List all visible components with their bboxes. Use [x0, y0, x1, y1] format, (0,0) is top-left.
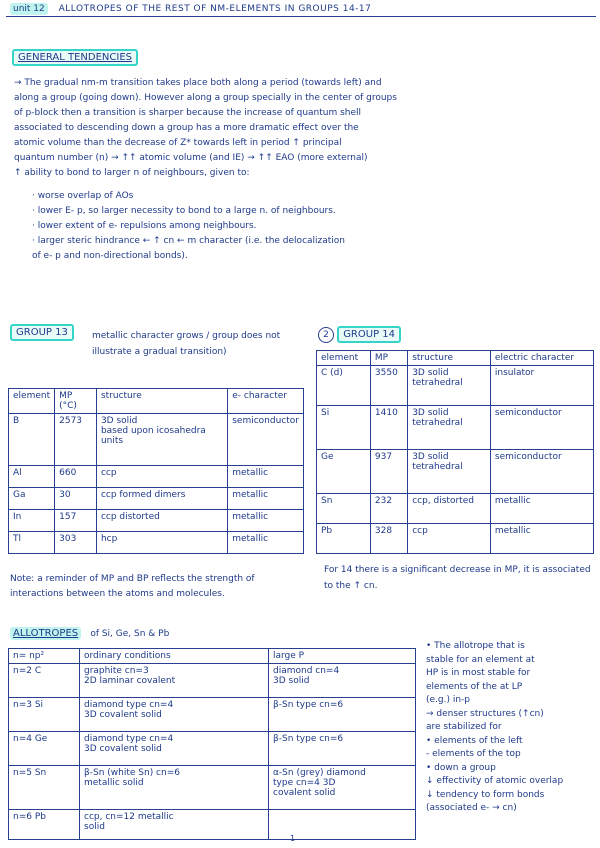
text-line: quantum number (n) → ↑↑ atomic volume (and IE) → ↑↑ EAO (more external) — [14, 153, 368, 163]
text-line: along a group (going down). However along a group specially in the center of groups — [14, 93, 397, 103]
table-row: Sn 232 ccp, distorted metallic — [317, 494, 594, 524]
page-number: 1 — [290, 834, 296, 843]
table-row: In 157 ccp distorted metallic — [9, 510, 304, 532]
allotropes-heading: ALLOTROPES of Si, Ge, Sn & Pb — [10, 628, 169, 639]
table-row: n=6 Pb ccp, cn=12 metallic solid — [9, 810, 416, 840]
group13-note: metallic character grows / group does not illustrate a gradual transition) — [92, 331, 281, 357]
col-header: ordinary conditions — [80, 649, 269, 664]
page-title: ALLOTROPES OF THE REST OF NM-ELEMENTS IN GROUPS 14-17 — [58, 4, 372, 14]
table-row: n=4 Ge diamond type cn=4 3D covalent solid β-Sn type cn=6 — [9, 732, 416, 766]
group14-number: 2 — [318, 327, 334, 343]
table-row: C (d) 3550 3D solid tetrahedral insulator — [317, 366, 594, 406]
note-line: stable for an element at — [426, 654, 535, 665]
table-row: Ge 937 3D solid tetrahedral semiconductor — [317, 450, 594, 494]
note-line: ↓ effectivity of atomic overlap — [426, 776, 564, 786]
note-line: - elements of the top — [426, 749, 521, 759]
table-row: n=2 C graphite cn=3 2D laminar covalent diamond cn=4 3D solid — [9, 664, 416, 698]
note-line: • The allotrope that is — [426, 641, 525, 651]
table-row: Ga 30 ccp formed dimers metallic — [9, 488, 304, 510]
col-header: structure — [96, 389, 227, 414]
text-line: ↑ ability to bond to larger n of neighbours, given to: — [14, 168, 250, 178]
note-line: are stabilized for — [426, 722, 502, 732]
table-row: n=5 Sn β-Sn (white Sn) cn=6 metallic solid α-Sn (grey) diamond type cn=4 3D covalent solid — [9, 766, 416, 810]
header-rule — [6, 16, 596, 17]
col-header: n= np² — [9, 649, 80, 664]
header — [10, 4, 371, 14]
table-row: Al 660 ccp metallic — [9, 466, 304, 488]
col-header: electric character — [490, 351, 593, 366]
table-row: B 2573 3D solid based upon icosahedra units semiconductor — [9, 414, 304, 466]
group13-heading: GROUP 13 — [10, 327, 74, 338]
table-row: Tl 303 hcp metallic — [9, 532, 304, 554]
allotropes-side-notes — [426, 640, 596, 816]
col-header: MP — [370, 351, 407, 366]
table-row: n=3 Si diamond type cn=4 3D covalent solid β-Sn type cn=6 — [9, 698, 416, 732]
note-line: (e.g.) in-p — [426, 695, 471, 705]
col-header: MP (°C) — [55, 389, 97, 414]
col-header: structure — [408, 351, 491, 366]
group14-heading: 2 GROUP 14 — [318, 327, 401, 343]
col-header: element — [317, 351, 371, 366]
col-header: large P — [269, 649, 416, 664]
allotropes-table — [8, 648, 416, 840]
bullet-item: of e- p and non-directional bonds). — [32, 251, 188, 261]
section-general-heading: GENERAL TENDENCIES — [12, 52, 138, 63]
note-line: elements of the at LP — [426, 681, 523, 692]
bullet-item: · worse overlap of AOs — [32, 191, 134, 201]
note-line: HP is in most stable for — [426, 668, 531, 678]
text-line: associated to descending down a group has a more dramatic effect over the — [14, 123, 359, 133]
note-line: (associated e- → cn) — [426, 803, 517, 813]
note-line: ↓ tendency to form bonds — [426, 789, 545, 800]
bullet-item: · larger steric hindrance ← ↑ cn ← m character (i.e. the delocalization — [32, 236, 346, 246]
col-header: element — [9, 389, 55, 414]
section-general-body — [14, 76, 592, 264]
group14-table — [316, 350, 594, 554]
text-line: atomic volume than the decrease of Z* towards left in period ↑ principal — [14, 138, 342, 148]
bullet-item: · lower extent of e- repulsions among neighbours. — [32, 221, 257, 231]
note-line: → denser structures (↑cn) — [426, 708, 544, 719]
text-line: of p-block then a transition is sharper because the increase of quantum shell — [14, 108, 362, 118]
group14-footnote: For 14 there is a significant decrease in MP, it is associated to the ↑ cn. — [324, 565, 591, 591]
bullet-item: · lower E- p, so larger necessity to bond to a large n. of neighbours. — [32, 206, 336, 216]
unit-label: unit 12 — [10, 3, 48, 15]
group13-footnote: Note: a reminder of MP and BP reflects the strength of interactions between the atoms and molecules. — [10, 574, 255, 599]
text-line: → The gradual nm-m transition takes place both along a period (towards left) and — [14, 78, 382, 88]
group13-table — [8, 388, 304, 554]
col-header: e- character — [228, 389, 304, 414]
allotropes-subtitle: of Si, Ge, Sn & Pb — [90, 629, 170, 639]
note-line: • elements of the left — [426, 735, 523, 746]
note-line: • down a group — [426, 762, 496, 773]
table-row: Si 1410 3D solid tetrahedral semiconductor — [317, 406, 594, 450]
table-row: Pb 328 ccp metallic — [317, 524, 594, 554]
